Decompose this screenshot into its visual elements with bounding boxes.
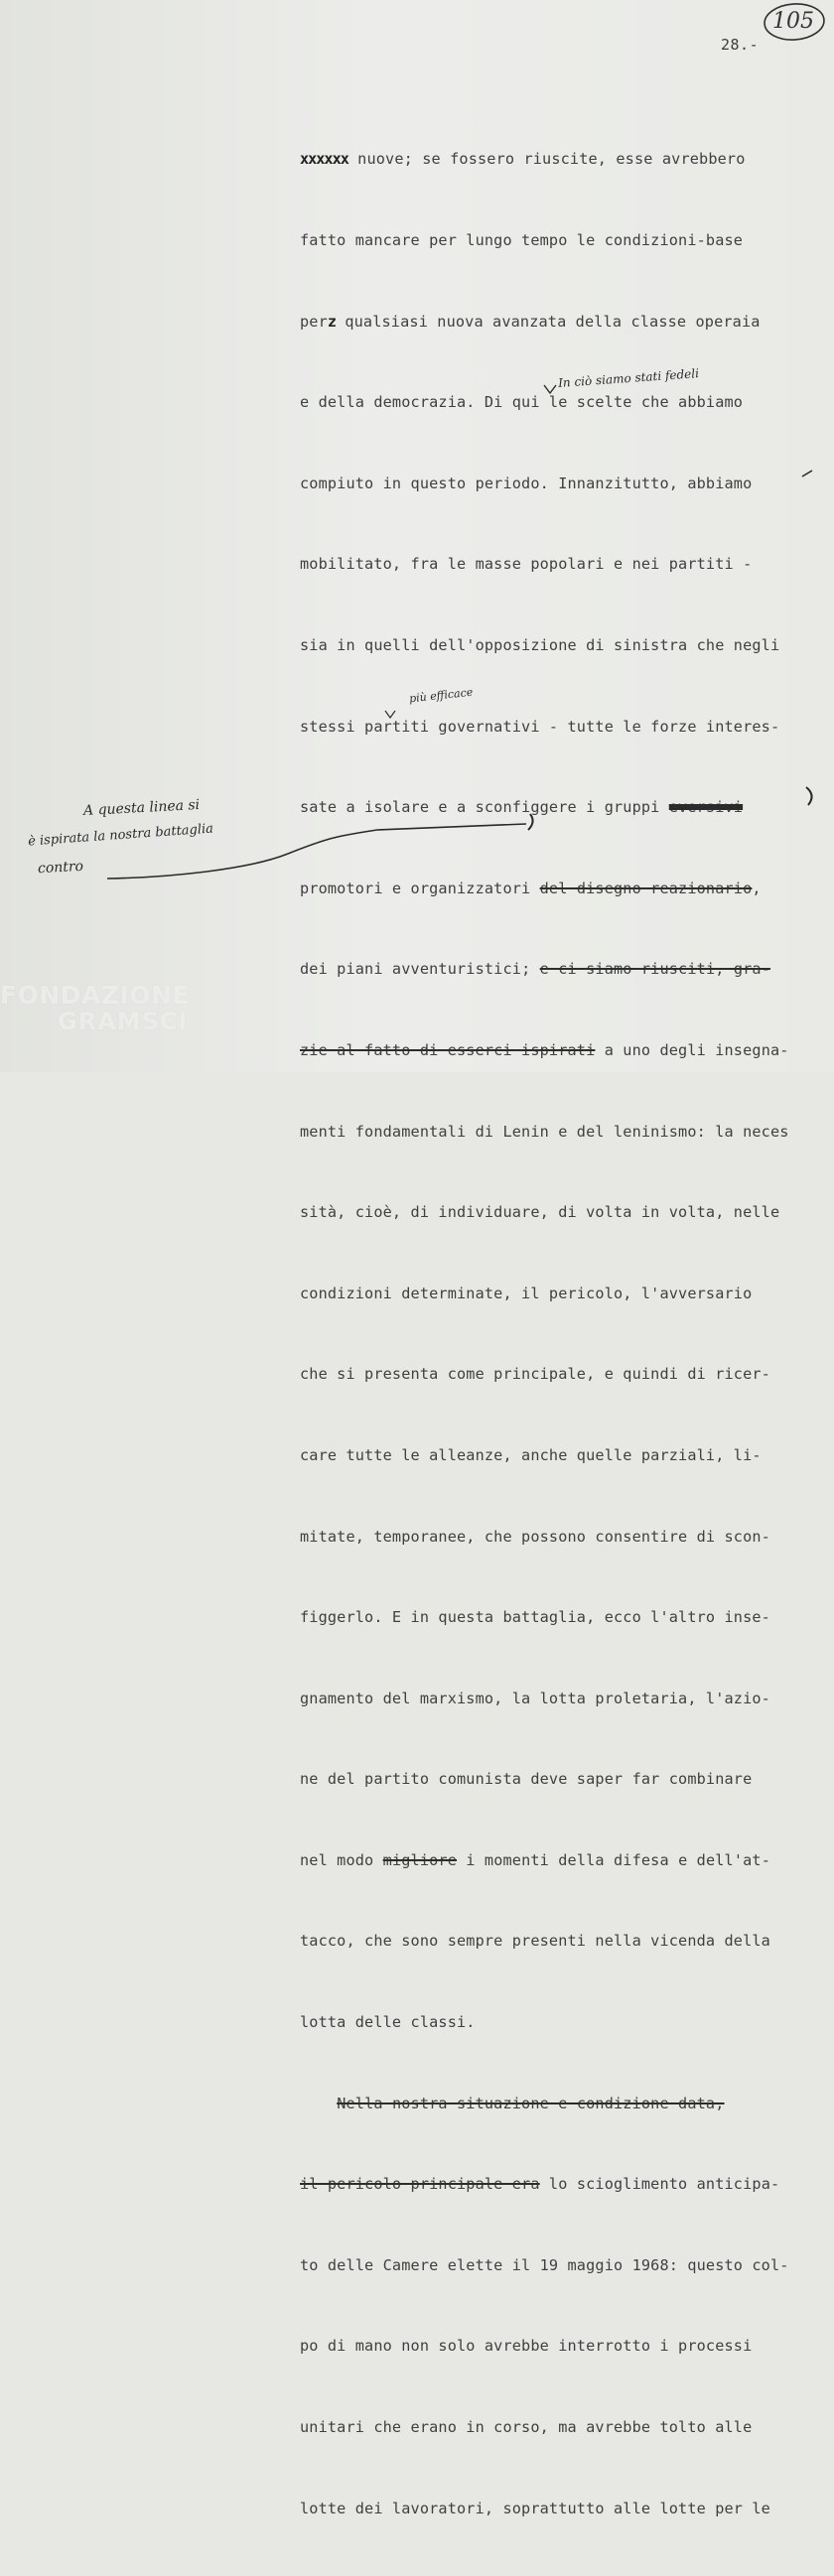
text-line: nel modo migliore i momenti della difesa e dell'at-	[300, 1850, 770, 1869]
text-line: unitari che erano in corso, ma avrebbe tolto alle	[300, 2418, 753, 2437]
text-line: compiuto in questo periodo. Innanzitutto, abbiamo	[300, 474, 753, 492]
struck-text: migliore	[382, 1850, 458, 1869]
text-line: e della democrazia. Di qui le scelte che abbiamo	[300, 393, 744, 412]
text-line: promotori e organizzatori del disegno reazionario,	[300, 879, 762, 897]
text-line	[300, 2091, 816, 2117]
text-line: figgerlo. E in questa battaglia, ecco l'altro inse-	[300, 1608, 770, 1627]
text-line: ne del partito comunista deve saper far combinare	[300, 1770, 753, 1789]
handwritten-insertion: più efficace	[408, 685, 474, 706]
margin-note-line: è ispirata la nostra battaglia	[27, 821, 214, 850]
text-line: to delle Camere elette il 19 maggio 1968: questo col-	[300, 2255, 789, 2274]
text-line: menti fondamentali di Lenin e del leninismo: la neces	[300, 1122, 789, 1141]
typed-x-out: z	[327, 312, 337, 331]
page-number: 28.-	[721, 36, 760, 54]
watermark-logo	[0, 981, 218, 1035]
text-line: zie al fatto di esserci ispirati a uno degli insegna-	[300, 1040, 789, 1059]
text-line: perz qualsiasi nuova avanzata della classe operaia	[300, 312, 761, 331]
text-line: fatto mancare per lungo tempo le condizioni-base	[300, 231, 744, 249]
watermark-line: GRAMSCI	[58, 1008, 189, 1035]
typed-text-body	[300, 92, 816, 2576]
text-line: dei piani avventuristici; e ci siamo riusciti, gra-	[300, 960, 770, 979]
text-line: il pericolo principale era lo scioglimento anticipa-	[300, 2175, 780, 2194]
watermark-line: FONDAZIONE	[0, 981, 191, 1010]
text-line: gnamento del marxismo, la lotta proletaria, l'azio-	[300, 1689, 770, 1707]
text-line: mobilitato, fra le masse popolari e nei partiti -	[300, 555, 753, 574]
typed-x-out: xxxxxx	[300, 150, 348, 169]
text-line: sità, cioè, di individuare, di volta in volta, nelle	[300, 1203, 780, 1222]
text-line: xxxxxx nuove; se fossero riuscite, esse avrebbero	[300, 150, 746, 169]
text-line: care tutte le alleanze, anche quelle parziali, li-	[300, 1445, 762, 1464]
margin-note-line: contro	[37, 858, 84, 878]
struck-text: il pericolo principale era	[300, 2175, 540, 2194]
text-line: sate a isolare e a sconfiggere i gruppi eversivi	[300, 798, 744, 817]
struck-text: zie al fatto di esserci ispirati	[300, 1040, 596, 1059]
text-line: lotte dei lavoratori, soprattutto alle lotte per le	[300, 2499, 770, 2517]
text-line: lotta delle classi.	[300, 2013, 476, 2032]
margin-note-line: A questa linea si	[82, 796, 201, 820]
handwritten-insertion: In ciò siamo stati fedeli	[557, 366, 700, 390]
text-line: sia in quelli dell'opposizione di sinistra che negli	[300, 635, 780, 654]
text-line: po di mano non solo avrebbe interrotto i processi	[300, 2337, 753, 2356]
text-line: condizioni determinate, il pericolo, l'avversario	[300, 1284, 753, 1302]
text-line: stessi partiti governativi - tutte le forze interes-	[300, 717, 780, 736]
archive-number: 105	[772, 9, 814, 34]
scribbled-out-word: eversivi	[668, 798, 744, 817]
struck-text: e ci siamo riusciti, gra-	[539, 960, 770, 979]
text-line: che si presenta come principale, e quindi di ricer-	[300, 1365, 770, 1384]
struck-text: del disegno reazionario	[539, 879, 753, 897]
text-line: tacco, che sono sempre presenti nella vicenda della	[300, 1932, 770, 1951]
text-line: mitate, temporanee, che possono consentire di scon-	[300, 1527, 770, 1546]
struck-text: Nella nostra situazione e condizione data,	[337, 2094, 725, 2112]
